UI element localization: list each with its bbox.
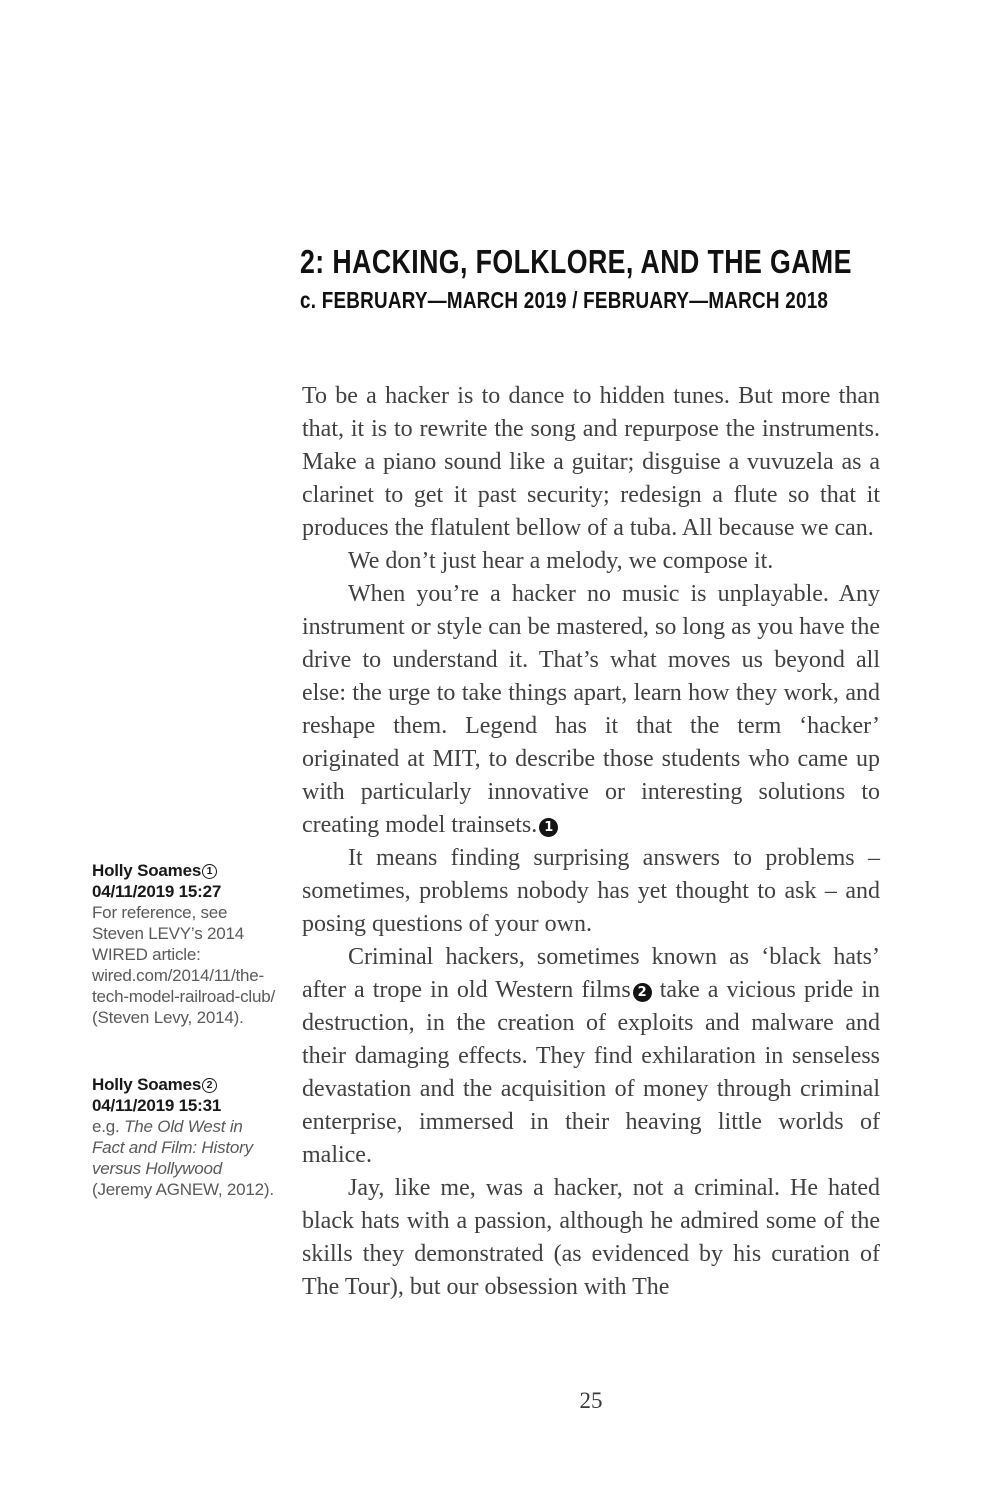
annotator-name: Holly Soames: [92, 861, 202, 880]
paragraph-text: take a vicious pride in destruction, in the creation of exploits and malware and their damaging effects. They find exhilaration in senseless devastation and the acquisition of money through criminal enterprise, immersed in their heaving little worlds of malice.: [302, 977, 880, 1168]
note-text: (Jeremy AGNEW, 2012).: [92, 1180, 274, 1199]
body-text-column: [302, 380, 880, 1304]
margin-note-timestamp: 04/11/2019 15:27: [92, 882, 222, 901]
footnote-marker-1: 1: [539, 818, 558, 837]
note-ref-circle-1: 1: [202, 864, 217, 879]
margin-note-author: [92, 1074, 276, 1095]
chapter-title: 2: HACKING, FOLKLORE, AND THE GAME: [300, 243, 852, 280]
paragraph: [302, 941, 880, 1172]
margin-note-timestamp: 04/11/2019 15:31: [92, 1096, 222, 1115]
margin-note-body: For reference, see Steven LEVY’s 2014 WIRED article: wired.com/2014/11/the-tech-model-railroad-club/ (Steven Levy, 2014).: [92, 903, 276, 1027]
footnote-marker-2: 2: [633, 983, 652, 1002]
chapter-dateline: c. FEBRUARY—MARCH 2019 / FEBRUARY—MARCH 2018: [300, 287, 829, 313]
paragraph: It means finding surprising answers to problems – sometimes, problems nobody has yet thought to ask – and posing questions of your own.: [302, 845, 880, 937]
paragraph-text: Criminal hackers, sometimes known as ‘black hats’ after a trope in old Western films: [302, 944, 880, 1003]
note-book-title: The Old West in Fact and Film: History versus Hollywood: [92, 1117, 253, 1178]
margin-note-author: [92, 860, 276, 881]
annotator-name: Holly Soames: [92, 1075, 202, 1094]
paragraph: [302, 578, 880, 842]
paragraph: Jay, like me, was a hacker, not a criminal. He hated black hats with a passion, although he admired some of the skills they demonstrated (as evidenced by his curation of The Tour), but our obsession with The: [302, 1175, 880, 1300]
paragraph: To be a hacker is to dance to hidden tunes. But more than that, it is to rewrite the song and repurpose the instruments. Make a piano sound like a guitar; disguise a vuvuzela as a clarinet to get it past security; redesign a flute so that it produces the flatulent bellow of a tuba. All because we can.: [302, 383, 880, 541]
paragraph-text: When you’re a hacker no music is unplayable. Any instrument or style can be mastered, so long as you have the drive to understand it. That’s what moves us beyond all else: the urge to take things apart, learn how they work, and reshape them. Legend has it that the term ‘hacker’ originated at MIT, to describe those students who came up with particularly innovative or interesting solutions to creating model trainsets.: [302, 581, 880, 838]
note-ref-circle-2: 2: [202, 1078, 217, 1093]
margin-note-1: [92, 860, 276, 1028]
margin-note-body: [92, 1116, 276, 1200]
page-number: 25: [579, 1388, 603, 1413]
note-text: e.g.: [92, 1117, 125, 1136]
margin-note-2: [92, 1074, 276, 1200]
paragraph: We don’t just hear a melody, we compose it.: [348, 548, 774, 574]
